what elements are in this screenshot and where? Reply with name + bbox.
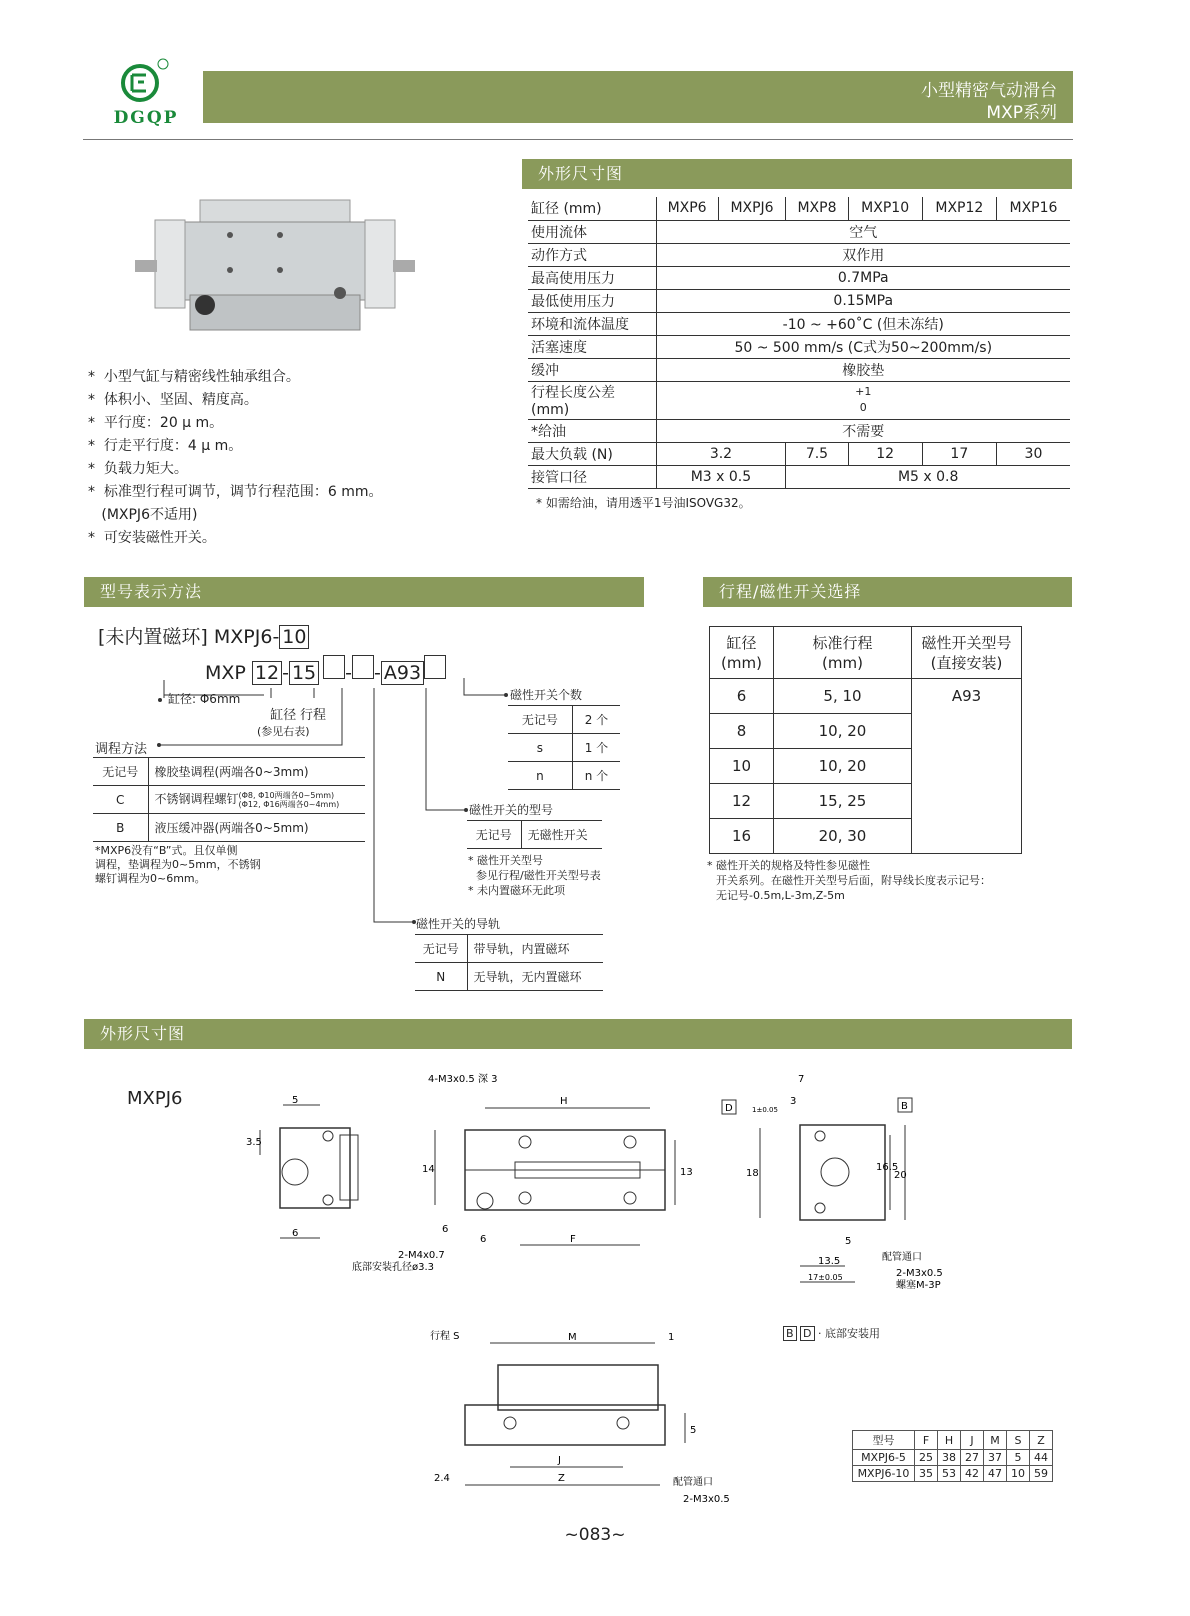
spec-row: 动作方式 双作用 (528, 243, 1070, 266)
header-title: 小型精密气动滑台 (921, 81, 1057, 101)
spec-row: *给油 不需要 (528, 419, 1070, 442)
dim-text: 5 (845, 1236, 852, 1247)
dim-text: 行程 S (430, 1331, 460, 1342)
dim-text: 3 (790, 1096, 797, 1107)
spec-note: * 如需给油，请用透平1号油ISOVG32。 (536, 496, 751, 510)
count-title: 磁性开关个数 (510, 688, 583, 702)
dim-text: 13 (680, 1167, 693, 1178)
spec-row: 活塞速度 50 ~ 500 mm/s (C式为50~200mm/s) (528, 335, 1070, 358)
model-line1: [未内置磁环] MXPJ6- 10 (98, 622, 309, 649)
spec-row-tolerance: 行程长度公差(mm) +1 0 (528, 381, 1070, 419)
logo (105, 58, 187, 130)
spec-row: 最低使用压力 0.15MPa (528, 289, 1070, 312)
dim-text: 20 (894, 1170, 907, 1181)
spec-row: 最高使用压力 0.7MPa (528, 266, 1070, 289)
type-title: 磁性开关的型号 (469, 803, 554, 817)
dim-text: 2-M4x0.7 (398, 1250, 445, 1261)
rail-table: 无记号 带导轨，内置磁环 N 无导轨，无内置磁环 (415, 934, 603, 991)
dim-table: 型号 F H J M S Z MXPJ6-5 25 38 27 37 5 44 MXPJ6-10 35 53 42 47 10 59 (852, 1430, 1053, 1482)
switch-model: A93 (951, 687, 982, 705)
dim-text: 1 (668, 1332, 675, 1343)
drawing-front-view (430, 1325, 730, 1515)
datum-d: D (725, 1103, 733, 1114)
spec-row: 缓冲 橡胶垫 (528, 358, 1070, 381)
dim-text: 3.5 (246, 1137, 262, 1148)
spec-row-load: 最大负载 (N) 3.2 7.5 12 17 30 (528, 442, 1070, 465)
spec-table (528, 197, 1070, 489)
dim-text: J (558, 1455, 561, 1466)
dim-text: M (568, 1332, 577, 1343)
stroke-notes: * 磁性开关的规格及特性参见磁性 开关系列。在磁性开关型号后面，附导线长度表示记号： 无记号-0.5m,L-3m,Z-5m (707, 859, 991, 902)
dim-text: F (570, 1234, 576, 1245)
adjust-table: 无记号 橡胶垫调程(两端各0~3mm) C 不锈钢调程螺钉(Φ8, Φ10两端各0~5mm) (Φ12, Φ16两端各0~4mm) B 液压缓冲器(两端各0~5mm) (93, 757, 365, 842)
adjust-title: 调程方法 (95, 742, 148, 757)
dim-text: 16.5 (876, 1162, 899, 1173)
feature-item: * 负载力矩大。 (88, 461, 188, 477)
count-table: 无记号 2 个 s 1 个 n n 个 (508, 705, 620, 790)
section-dims: 外形尺寸图 (84, 1019, 1072, 1049)
dim-text: 2.4 (434, 1473, 450, 1484)
model-line2: MXP 12 - 15 - - A93 (205, 655, 446, 685)
dim-text: 14 (422, 1164, 435, 1175)
dim-text: 7 (798, 1074, 805, 1085)
rail-title: 磁性开关的导轨 (416, 917, 501, 931)
section-outline: 外形尺寸图 (522, 159, 1072, 189)
logo-text: DGQP (113, 108, 179, 128)
bd-note: B D · 底部安装用 (783, 1325, 880, 1341)
feature-item: * 平行度：20 μ m。 (88, 415, 224, 431)
dim-text: 1±0.05 (752, 1106, 778, 1114)
dim-text: 4-M3x0.5 深 3 (428, 1074, 498, 1085)
feature-item: (MXPJ6不适用) (101, 507, 198, 523)
dim-text: 18 (746, 1168, 759, 1179)
dim-text: 5 (292, 1095, 299, 1106)
stroke-ref: 行程 (300, 708, 327, 723)
dim-text: 13.5 (818, 1256, 841, 1267)
dim-text: 6 (480, 1234, 487, 1245)
feature-item: * 小型气缸与精密线性轴承组合。 (88, 369, 300, 385)
bore-ref: 缸径 (参见右表) (257, 708, 310, 738)
product-photo (130, 195, 420, 340)
drawing-model: MXPJ6 (127, 1088, 183, 1109)
dim-text: Z (558, 1473, 565, 1484)
header-rule (83, 139, 1073, 140)
stroke-box: 10 (279, 625, 309, 649)
bore-label: 缸径: Φ6mm (168, 692, 241, 706)
spec-row: 使用流体 空气 (528, 220, 1070, 243)
dim-text: 5 (690, 1425, 697, 1436)
stroke-table: 缸径 (mm) 标准行程 (mm) 磁性开关型号 (直接安装) 6 5, 10 A93 8 10, 20 10 10, 20 12 15, 25 16 20, 30 (709, 626, 1022, 854)
feature-list (88, 366, 383, 550)
dim-text: 17±0.05 (808, 1273, 843, 1282)
section-model: 型号表示方法 (84, 577, 644, 607)
datum-b: B (901, 1101, 908, 1112)
section-stroke: 行程/磁性开关选择 (703, 577, 1072, 607)
type-notes: * 磁性开关型号 参见行程/磁性开关型号表 * 未内置磁环无此项 (468, 854, 601, 897)
page-number: ~083~ (564, 1525, 626, 1545)
feature-item: * 行走平行度：4 μ m。 (88, 438, 243, 454)
dim-text: 配管通口 (882, 1252, 922, 1263)
dim-text: 6 (292, 1228, 299, 1239)
drawing-top-view (350, 1070, 693, 1273)
feature-item: * 标准型行程可调节，调节行程范围：6 mm。 (88, 484, 383, 500)
dim-text: 6 (442, 1224, 449, 1235)
dim-text: 2-M3x0.5 (683, 1494, 730, 1505)
spec-row-bore: 缸径 (mm) MXP6 MXPJ6 MXP8 MXP10 MXP12 MXP16 (528, 197, 1070, 220)
header-bar (203, 71, 1073, 123)
spec-row: 环境和流体温度 -10 ~ +60˚C (但未冻结) (528, 312, 1070, 335)
feature-item: * 体积小、坚固、精度高。 (88, 392, 258, 408)
drawing-end-view (720, 1070, 950, 1290)
dim-text: 底部安装孔径ø3.3 (352, 1262, 435, 1273)
feature-item: * 可安装磁性开关。 (88, 530, 216, 546)
dim-text: 2-M3x0.5 (896, 1268, 943, 1279)
dim-text: 螺塞M-3P (896, 1280, 941, 1291)
type-table: 无记号 无磁性开关 (467, 820, 602, 849)
spec-row-port: 接管口径 M3 x 0.5 M5 x 0.8 (528, 465, 1070, 488)
adjust-note: *MXP6没有“B”式。且仅单侧 调程，垫调程为0~5mm，不锈钢 螺钉调程为0~6mm。 (95, 844, 261, 885)
header-series: MXP系列 (986, 103, 1057, 123)
dim-text: 配管通口 (673, 1477, 713, 1488)
dim-text: H (560, 1096, 568, 1107)
